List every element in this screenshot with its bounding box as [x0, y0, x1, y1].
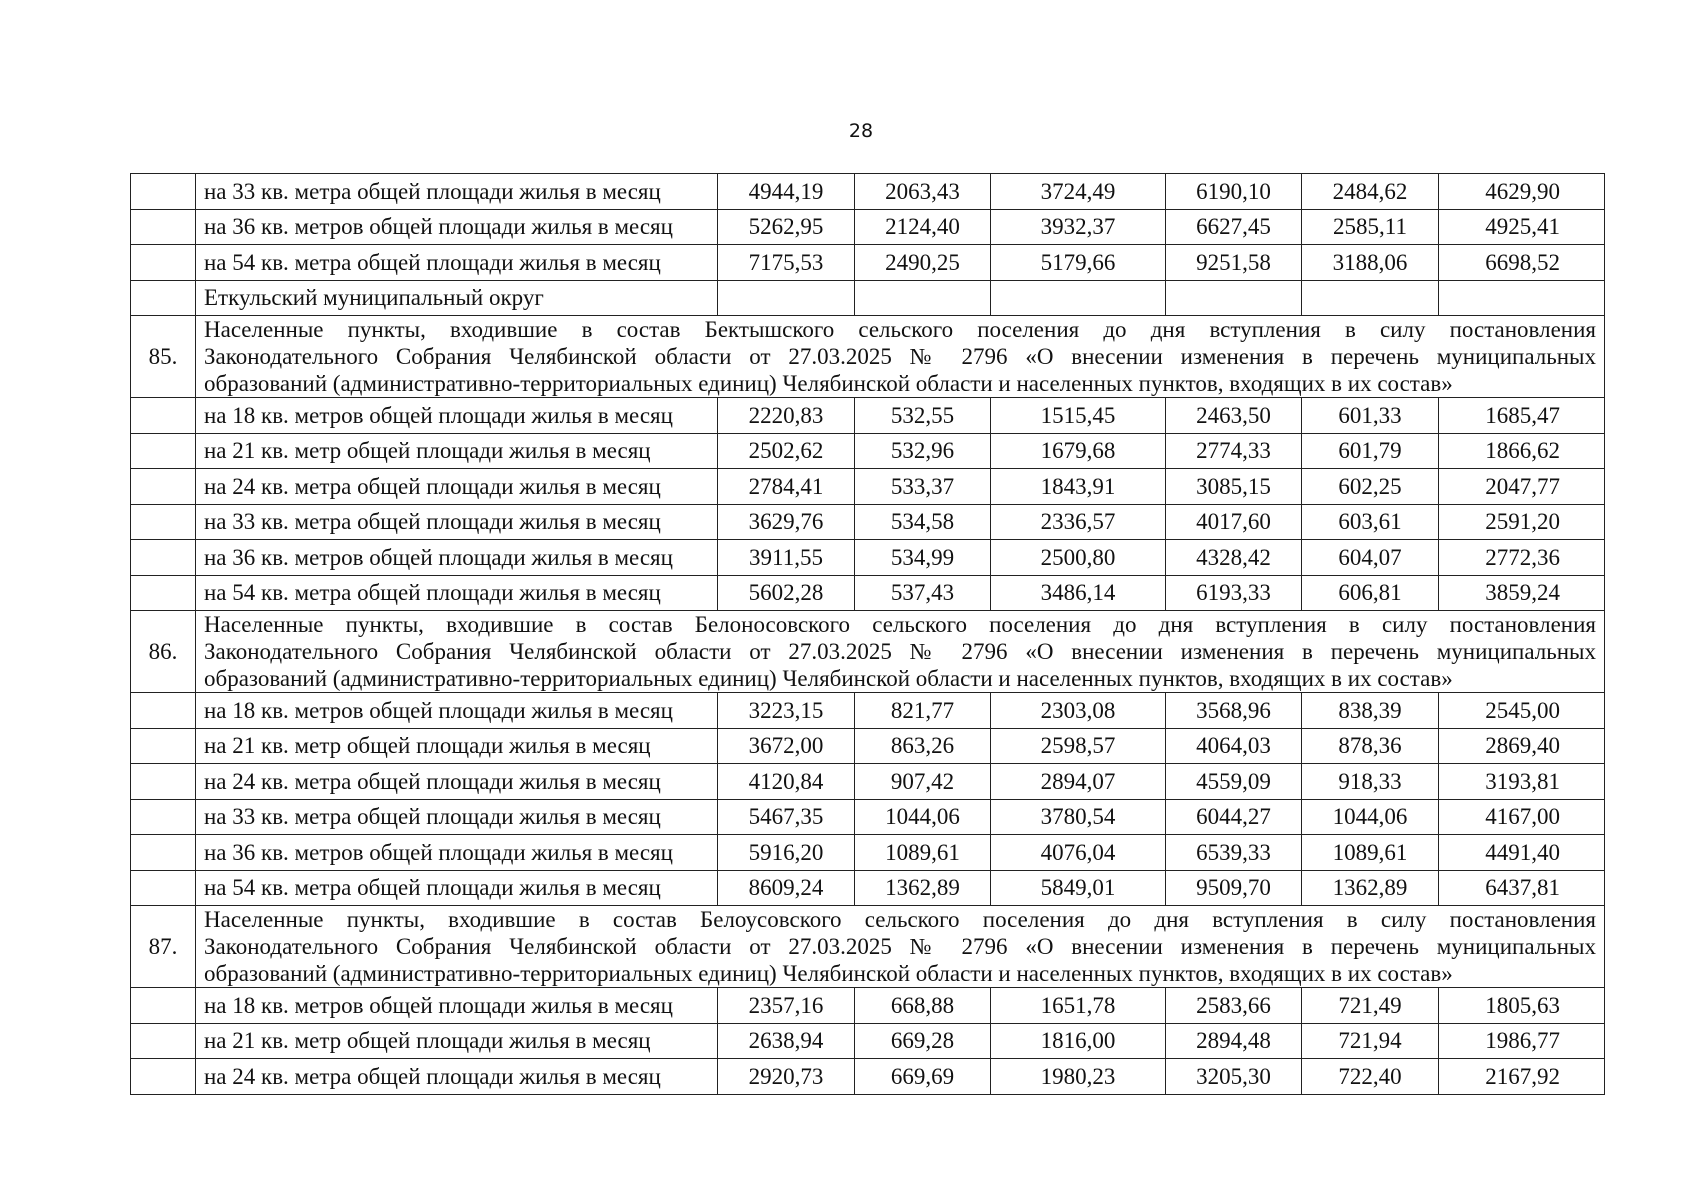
section-row	[131, 316, 1605, 398]
district-heading-row	[131, 280, 1605, 316]
value-cell: 2920,73	[718, 1059, 855, 1095]
value-cell: 2784,41	[718, 469, 855, 505]
value-cell: 4167,00	[1439, 799, 1605, 835]
value-cell: 4491,40	[1439, 835, 1605, 871]
row-number-cell	[131, 764, 196, 800]
section-description-line: образований (административно-территориальных единиц) Челябинской области и населенных пунктов, входящих в их состав»	[204, 961, 1453, 986]
value-cell: 3911,55	[718, 540, 855, 576]
value-cell: 4629,90	[1439, 174, 1605, 210]
section-number: 85.	[131, 316, 196, 398]
row-number-cell	[131, 245, 196, 281]
table-row	[131, 1023, 1605, 1059]
value-cell: 3188,06	[1302, 245, 1439, 281]
table-row	[131, 209, 1605, 245]
table-row	[131, 245, 1605, 281]
value-cell: 4944,19	[718, 174, 855, 210]
value-cell: 2063,43	[855, 174, 991, 210]
value-cell: 5602,28	[718, 575, 855, 611]
row-number-cell	[131, 728, 196, 764]
value-cell: 9251,58	[1166, 245, 1302, 281]
value-cell: 1986,77	[1439, 1023, 1605, 1059]
value-cell: 4017,60	[1166, 504, 1302, 540]
row-label: на 33 кв. метра общей площади жилья в месяц	[196, 504, 718, 540]
table-row	[131, 1059, 1605, 1095]
value-cell: 2894,07	[991, 764, 1166, 800]
row-label: на 33 кв. метра общей площади жилья в месяц	[196, 799, 718, 835]
section-description-line: образований (административно-территориальных единиц) Челябинской области и населенных пунктов, входящих в их состав»	[204, 371, 1453, 396]
page-number: 28	[848, 120, 874, 142]
value-cell: 2167,92	[1439, 1059, 1605, 1095]
value-cell: 1651,78	[991, 988, 1166, 1024]
row-number-cell	[131, 870, 196, 906]
section-description-line: Законодательного Собрания Челябинской области от 27.03.2025 № 2796 «О внесении изменения в перечень муниципальных	[204, 344, 1596, 369]
table-row	[131, 433, 1605, 469]
value-cell: 821,77	[855, 693, 991, 729]
section-number: 86.	[131, 611, 196, 693]
value-cell: 918,33	[1302, 764, 1439, 800]
value-cell: 1362,89	[1302, 870, 1439, 906]
value-cell: 2357,16	[718, 988, 855, 1024]
row-label: на 18 кв. метров общей площади жилья в месяц	[196, 398, 718, 434]
table-row	[131, 870, 1605, 906]
row-number-cell	[131, 835, 196, 871]
row-number-cell	[131, 433, 196, 469]
value-cell: 878,36	[1302, 728, 1439, 764]
value-cell: 1816,00	[991, 1023, 1166, 1059]
section-description	[196, 611, 1605, 693]
value-cell: 1866,62	[1439, 433, 1605, 469]
empty-cell	[1166, 280, 1302, 316]
value-cell: 5849,01	[991, 870, 1166, 906]
district-heading: Еткульский муниципальный округ	[196, 280, 718, 316]
value-cell: 4328,42	[1166, 540, 1302, 576]
value-cell: 601,79	[1302, 433, 1439, 469]
value-cell: 6190,10	[1166, 174, 1302, 210]
row-label: на 24 кв. метра общей площади жилья в месяц	[196, 764, 718, 800]
section-description-line: Населенные пункты, входившие в состав Белоносовского сельского поселения до дня вступления в силу постановления	[204, 612, 1596, 637]
table-row	[131, 398, 1605, 434]
value-cell: 1685,47	[1439, 398, 1605, 434]
value-cell: 537,43	[855, 575, 991, 611]
value-cell: 3223,15	[718, 693, 855, 729]
value-cell: 603,61	[1302, 504, 1439, 540]
value-cell: 2598,57	[991, 728, 1166, 764]
row-number-cell	[131, 799, 196, 835]
row-label: на 36 кв. метров общей площади жилья в месяц	[196, 540, 718, 576]
table-row	[131, 835, 1605, 871]
value-cell: 3486,14	[991, 575, 1166, 611]
section-description-line: Населенные пункты, входившие в состав Бектышского сельского поселения до дня вступления в силу постановления	[204, 317, 1596, 342]
value-cell: 2303,08	[991, 693, 1166, 729]
value-cell: 532,55	[855, 398, 991, 434]
value-cell: 1843,91	[991, 469, 1166, 505]
value-cell: 2638,94	[718, 1023, 855, 1059]
value-cell: 2490,25	[855, 245, 991, 281]
value-cell: 4559,09	[1166, 764, 1302, 800]
value-cell: 863,26	[855, 728, 991, 764]
value-cell: 1044,06	[1302, 799, 1439, 835]
table-row	[131, 174, 1605, 210]
value-cell: 532,96	[855, 433, 991, 469]
table-row	[131, 575, 1605, 611]
value-cell: 1044,06	[855, 799, 991, 835]
value-cell: 6044,27	[1166, 799, 1302, 835]
section-description	[196, 906, 1605, 988]
empty-cell	[855, 280, 991, 316]
section-description-line: Законодательного Собрания Челябинской области от 27.03.2025 № 2796 «О внесении изменения в перечень муниципальных	[204, 639, 1596, 664]
value-cell: 4076,04	[991, 835, 1166, 871]
row-number-cell	[131, 469, 196, 505]
row-number-cell	[131, 174, 196, 210]
table-row	[131, 728, 1605, 764]
value-cell: 838,39	[1302, 693, 1439, 729]
section-description-line: образований (административно-территориальных единиц) Челябинской области и населенных пунктов, входящих в их состав»	[204, 666, 1453, 691]
row-number-cell	[131, 280, 196, 316]
value-cell: 534,58	[855, 504, 991, 540]
value-cell: 533,37	[855, 469, 991, 505]
value-cell: 1805,63	[1439, 988, 1605, 1024]
value-cell: 2583,66	[1166, 988, 1302, 1024]
row-label: на 36 кв. метров общей площади жилья в месяц	[196, 835, 718, 871]
row-label: на 54 кв. метра общей площади жилья в месяц	[196, 245, 718, 281]
value-cell: 1515,45	[991, 398, 1166, 434]
row-number-cell	[131, 988, 196, 1024]
row-number-cell	[131, 1059, 196, 1095]
value-cell: 907,42	[855, 764, 991, 800]
row-label: на 54 кв. метра общей площади жилья в месяц	[196, 870, 718, 906]
row-number-cell	[131, 1023, 196, 1059]
row-label: на 36 кв. метров общей площади жилья в месяц	[196, 209, 718, 245]
table-row	[131, 540, 1605, 576]
row-number-cell	[131, 504, 196, 540]
value-cell: 1089,61	[855, 835, 991, 871]
value-cell: 2502,62	[718, 433, 855, 469]
value-cell: 3085,15	[1166, 469, 1302, 505]
value-cell: 6698,52	[1439, 245, 1605, 281]
row-label: на 18 кв. метров общей площади жилья в месяц	[196, 988, 718, 1024]
row-label: на 21 кв. метр общей площади жилья в месяц	[196, 1023, 718, 1059]
value-cell: 2591,20	[1439, 504, 1605, 540]
empty-cell	[991, 280, 1166, 316]
value-cell: 4064,03	[1166, 728, 1302, 764]
value-cell: 5179,66	[991, 245, 1166, 281]
value-cell: 669,28	[855, 1023, 991, 1059]
row-label: на 21 кв. метр общей площади жилья в месяц	[196, 728, 718, 764]
value-cell: 668,88	[855, 988, 991, 1024]
value-cell: 1362,89	[855, 870, 991, 906]
value-cell: 2869,40	[1439, 728, 1605, 764]
tariff-table	[130, 173, 1605, 1095]
value-cell: 2336,57	[991, 504, 1166, 540]
value-cell: 604,07	[1302, 540, 1439, 576]
table-row	[131, 764, 1605, 800]
value-cell: 602,25	[1302, 469, 1439, 505]
value-cell: 6627,45	[1166, 209, 1302, 245]
value-cell: 9509,70	[1166, 870, 1302, 906]
empty-cell	[1302, 280, 1439, 316]
row-label: на 24 кв. метра общей площади жилья в месяц	[196, 1059, 718, 1095]
value-cell: 3780,54	[991, 799, 1166, 835]
section-description-line: Населенные пункты, входившие в состав Белоусовского сельского поселения до дня вступления в силу постановления	[204, 907, 1596, 932]
section-row	[131, 906, 1605, 988]
value-cell: 669,69	[855, 1059, 991, 1095]
table-row	[131, 469, 1605, 505]
row-number-cell	[131, 540, 196, 576]
empty-cell	[718, 280, 855, 316]
value-cell: 3859,24	[1439, 575, 1605, 611]
value-cell: 3724,49	[991, 174, 1166, 210]
value-cell: 7175,53	[718, 245, 855, 281]
value-cell: 4925,41	[1439, 209, 1605, 245]
value-cell: 601,33	[1302, 398, 1439, 434]
value-cell: 1980,23	[991, 1059, 1166, 1095]
value-cell: 2484,62	[1302, 174, 1439, 210]
value-cell: 1089,61	[1302, 835, 1439, 871]
value-cell: 2463,50	[1166, 398, 1302, 434]
row-label: на 33 кв. метра общей площади жилья в месяц	[196, 174, 718, 210]
value-cell: 6193,33	[1166, 575, 1302, 611]
value-cell: 2545,00	[1439, 693, 1605, 729]
row-label: на 54 кв. метра общей площади жилья в месяц	[196, 575, 718, 611]
table-row	[131, 693, 1605, 729]
value-cell: 4120,84	[718, 764, 855, 800]
row-label: на 18 кв. метров общей площади жилья в месяц	[196, 693, 718, 729]
row-number-cell	[131, 209, 196, 245]
row-label: на 21 кв. метр общей площади жилья в месяц	[196, 433, 718, 469]
value-cell: 721,49	[1302, 988, 1439, 1024]
value-cell: 1679,68	[991, 433, 1166, 469]
value-cell: 8609,24	[718, 870, 855, 906]
section-description-line: Законодательного Собрания Челябинской области от 27.03.2025 № 2796 «О внесении изменения в перечень муниципальных	[204, 934, 1596, 959]
value-cell: 721,94	[1302, 1023, 1439, 1059]
table-row	[131, 988, 1605, 1024]
value-cell: 3568,96	[1166, 693, 1302, 729]
value-cell: 5262,95	[718, 209, 855, 245]
row-number-cell	[131, 693, 196, 729]
value-cell: 3932,37	[991, 209, 1166, 245]
value-cell: 2047,77	[1439, 469, 1605, 505]
value-cell: 2500,80	[991, 540, 1166, 576]
section-description	[196, 316, 1605, 398]
value-cell: 6539,33	[1166, 835, 1302, 871]
value-cell: 3193,81	[1439, 764, 1605, 800]
row-number-cell	[131, 398, 196, 434]
section-number: 87.	[131, 906, 196, 988]
value-cell: 3205,30	[1166, 1059, 1302, 1095]
section-row	[131, 611, 1605, 693]
value-cell: 5467,35	[718, 799, 855, 835]
value-cell: 5916,20	[718, 835, 855, 871]
value-cell: 2774,33	[1166, 433, 1302, 469]
value-cell: 2894,48	[1166, 1023, 1302, 1059]
table-row	[131, 504, 1605, 540]
table-body	[131, 174, 1605, 1095]
row-number-cell	[131, 575, 196, 611]
row-label: на 24 кв. метра общей площади жилья в месяц	[196, 469, 718, 505]
table-row	[131, 799, 1605, 835]
value-cell: 2772,36	[1439, 540, 1605, 576]
value-cell: 2124,40	[855, 209, 991, 245]
value-cell: 534,99	[855, 540, 991, 576]
value-cell: 722,40	[1302, 1059, 1439, 1095]
value-cell: 2585,11	[1302, 209, 1439, 245]
value-cell: 3672,00	[718, 728, 855, 764]
value-cell: 3629,76	[718, 504, 855, 540]
value-cell: 606,81	[1302, 575, 1439, 611]
value-cell: 6437,81	[1439, 870, 1605, 906]
value-cell: 2220,83	[718, 398, 855, 434]
empty-cell	[1439, 280, 1605, 316]
